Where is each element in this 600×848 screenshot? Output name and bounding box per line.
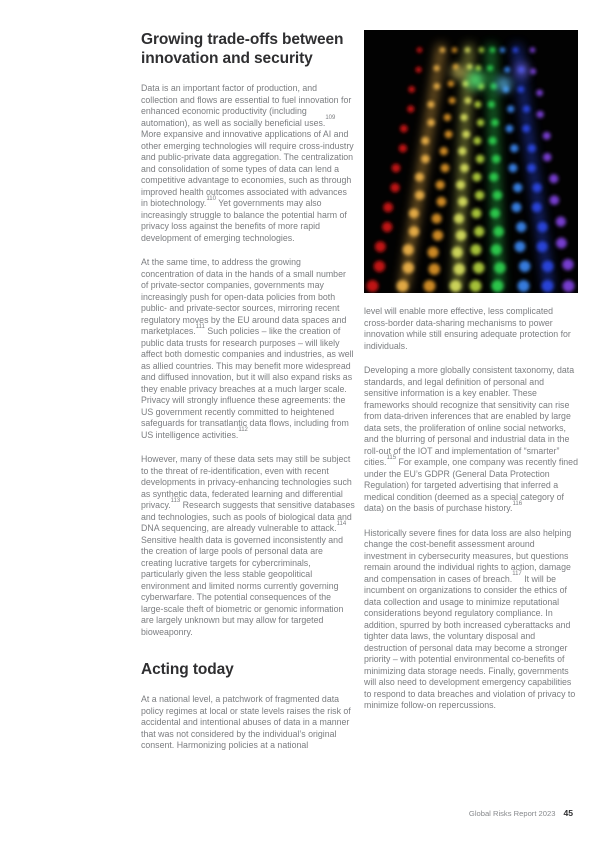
section-heading: Growing trade-offs between innovation and security [141,31,344,67]
left-column [141,30,355,765]
report-title: Global Risks Report 2023 [468,809,556,818]
page-number: 45 [563,808,573,818]
subsection-heading: Acting today [141,661,234,678]
paragraph: At a national level, a patchwork of fragmented data policy regimes at local or state levels raises the risk of accidental and intentional abuses of data in a manner that was not considered by the individual’s original consent. Harmonizing policies at a national [141,694,351,750]
page-footer [469,808,573,818]
paragraph: Data is an important factor of production, and collection and flows are essential to fuel innovation for enhanced economic productivity (including automation), as well as socially beneficial uses.$^{109}$ More expansive and innovative applications of AI and other emerging technologies will require cross-industry and public-private data aggregation. The centralization and consolidation of some types of data can lend a competitive advantage to economies, such as through improved health outcomes associated with advances in biotechnology.$^{110}$ Yet governments may also increasingly struggle to balance the potential harm of privacy loss against the benefits of more rapid development of emerging technologies. [141,83,354,243]
keyboard-photo-svg [364,30,578,293]
paragraph: level will enable more effective, less complicated cross-border data-sharing mechanisms to power innovation while still ensuring adequate protection for individuals. [364,306,571,351]
paragraph: At the same time, to address the growing concentration of data in the hands of a small number of private-sector companies, governments may increasingly push for open-data policies from both public- and private-sector sources, mirroring recent regulatory moves by the EU around data spaces and marketplaces.$^{111}$ Such policies – like the creation of public data trusts for research purposes – will likely affect both domestic companies and industries, as well as allied countries. This may benefit more widespread and diffused innovation, but it will also expand risks as they enable privacy breaches at a much larger scale. Privacy will strongly influence these agreements: the US government recently committed to heightened safeguards for transatlantic data flows, including from US intelligence activities.$^{112}$ [141,257,354,440]
paragraph: However, many of these data sets may still be subject to the threat of re-identification, even with recent developments in privacy-enhancing technologies such as synthetic data, federated learning and differential privacy.$^{113}$ Research suggests that sensitive databases and technologies, such as pools of biological data and DNA sequencing, are already vulnerable to attack.$^{114}$ Sensitive health data is governed inconsistently and the creation of large pools of personal data are creating lucrative targets for cybercriminals, particularly given the less stable geopolitical environment and limited norms currently governing cyberwarfare. The potential consequences of the large-scale theft of biometric or genomic information are largely unknown but may allow for targeted bioweaponry. [141,454,355,637]
paragraph: Historically severe fines for data loss are also helping change the cost-benefit assessment around investment in cybersecurity measures, but questions remain around the individual rights to action, damage and compensation in cases of breach.$^{117}$ It will be incumbent on organizations to consider the ethics of data collection and usage to minimize reputational considerations beyond regulatory compliance. In addition, spurred by both increased cyberattacks and tighter data laws, the voluntary disposal and destruction of personal data may become a stronger priority – with potential environmental co-benefits of minimizing data storage needs. Finally, governments will also need to development emergency capabilities to respond to data breaches and violation of privacy to minimize follow-on repercussions. [364,527,576,710]
paragraph: Developing a more globally consistent taxonomy, data standards, and legal definition of personal and sensitive information is a key enabler. These frameworks should recognize that sensitivity can rise from data-driven inferences that are enabled by large data sets, the proliferation of online social networks, and the blurring of personal and industrial data in the roll-out of the IOT and implementation of “smarter” cities.$^{115}$ For example, one company was recently fined under the EU’s GDPR (General Data Protection Regulation) for targeted advertising that inferred a medical condition (deemed as a special category of data) on the basis of purchase history.$^{116}$ [364,365,578,513]
right-column [364,30,578,725]
keyboard-photo [364,30,578,293]
